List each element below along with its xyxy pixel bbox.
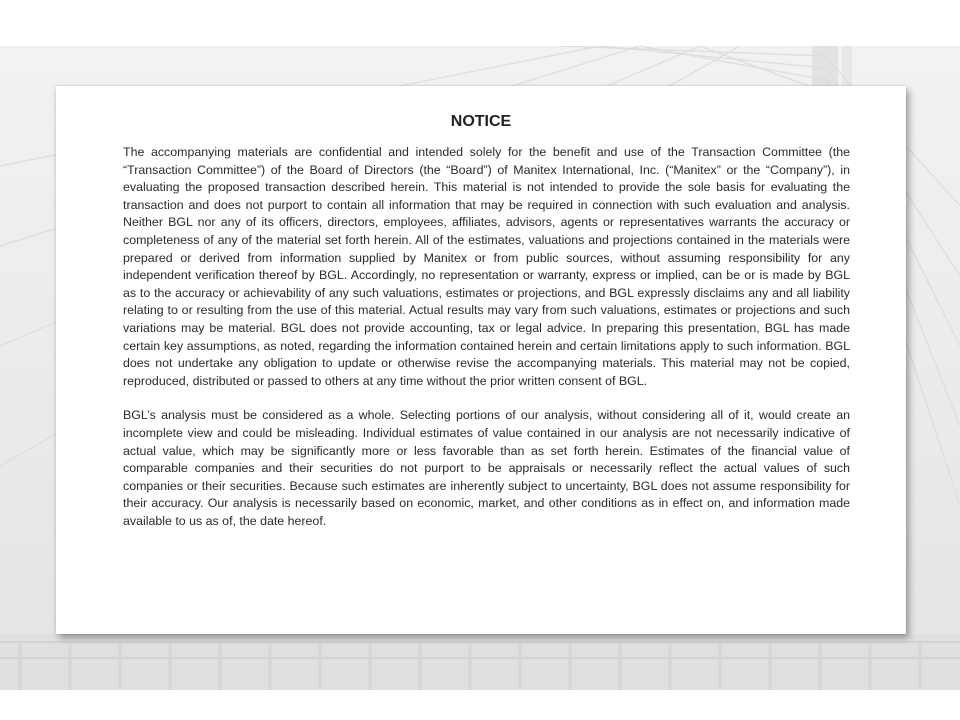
- notice-body: [123, 144, 850, 547]
- notice-paragraph-analysis: BGL’s analysis must be considered as a whole. Selecting portions of our analysis, without considering all of it, would create an incomplete view and could be misleading. Individual estimates of value contained in our analysis are not necessarily indicative of actual value, which may be significantly more or less favorable than as set forth herein. Estimates of the financial value of comparable companies and their securities do not purport to be appraisals or necessarily reflect the actual values of such companies or their securities. Because such estimates are inherently subject to uncertainty, BGL does not assume responsibility for their accuracy. Our analysis is necessarily based on economic, market, and other conditions as in effect on, and information made available to us as of, the date hereof.: [123, 408, 850, 528]
- notice-title: NOTICE: [450, 113, 512, 130]
- notice-panel: [56, 86, 906, 634]
- notice-paragraph-confidentiality: The accompanying materials are confidential and intended solely for the benefit and use of the Transaction Committee (the “Transaction Committee”) of the Board of Directors (the “Board”) of Manitex International, Inc. (“Manitex” or the “Company”), in evaluating the proposed transaction described herein. This material is not intended to provide the sole basis for evaluating the transaction and does not purport to contain all information that may be required in connection with such evaluation and analysis. Neither BGL nor any of its officers, directors, employees, affiliates, advisors, agents or representatives warrants the accuracy or completeness of any of the material set forth herein. All of the estimates, valuations and projections contained in the materials were prepared or derived from information supplied by Manitex or from public sources, without assuming responsibility for any independent verification thereof by BGL. Accordingly, no representation or warranty, express or implied, can be or is made by BGL as to the accuracy or achievability of any such valuations, estimates or projections, and BGL expressly disclaims any and all liability relating to or resulting from the use of this material. Actual results may vary from such valuations, estimates or projections and such variations may be material. BGL does not provide accounting, tax or legal advice. In preparing this presentation, BGL has made certain key assumptions, as noted, regarding the information contained herein and certain limitations apply to such information. BGL does not undertake any obligation to update or otherwise revise the accompanying materials. This material may not be copied, reproduced, distributed or passed to others at any time without the prior written consent of BGL.: [123, 145, 850, 388]
